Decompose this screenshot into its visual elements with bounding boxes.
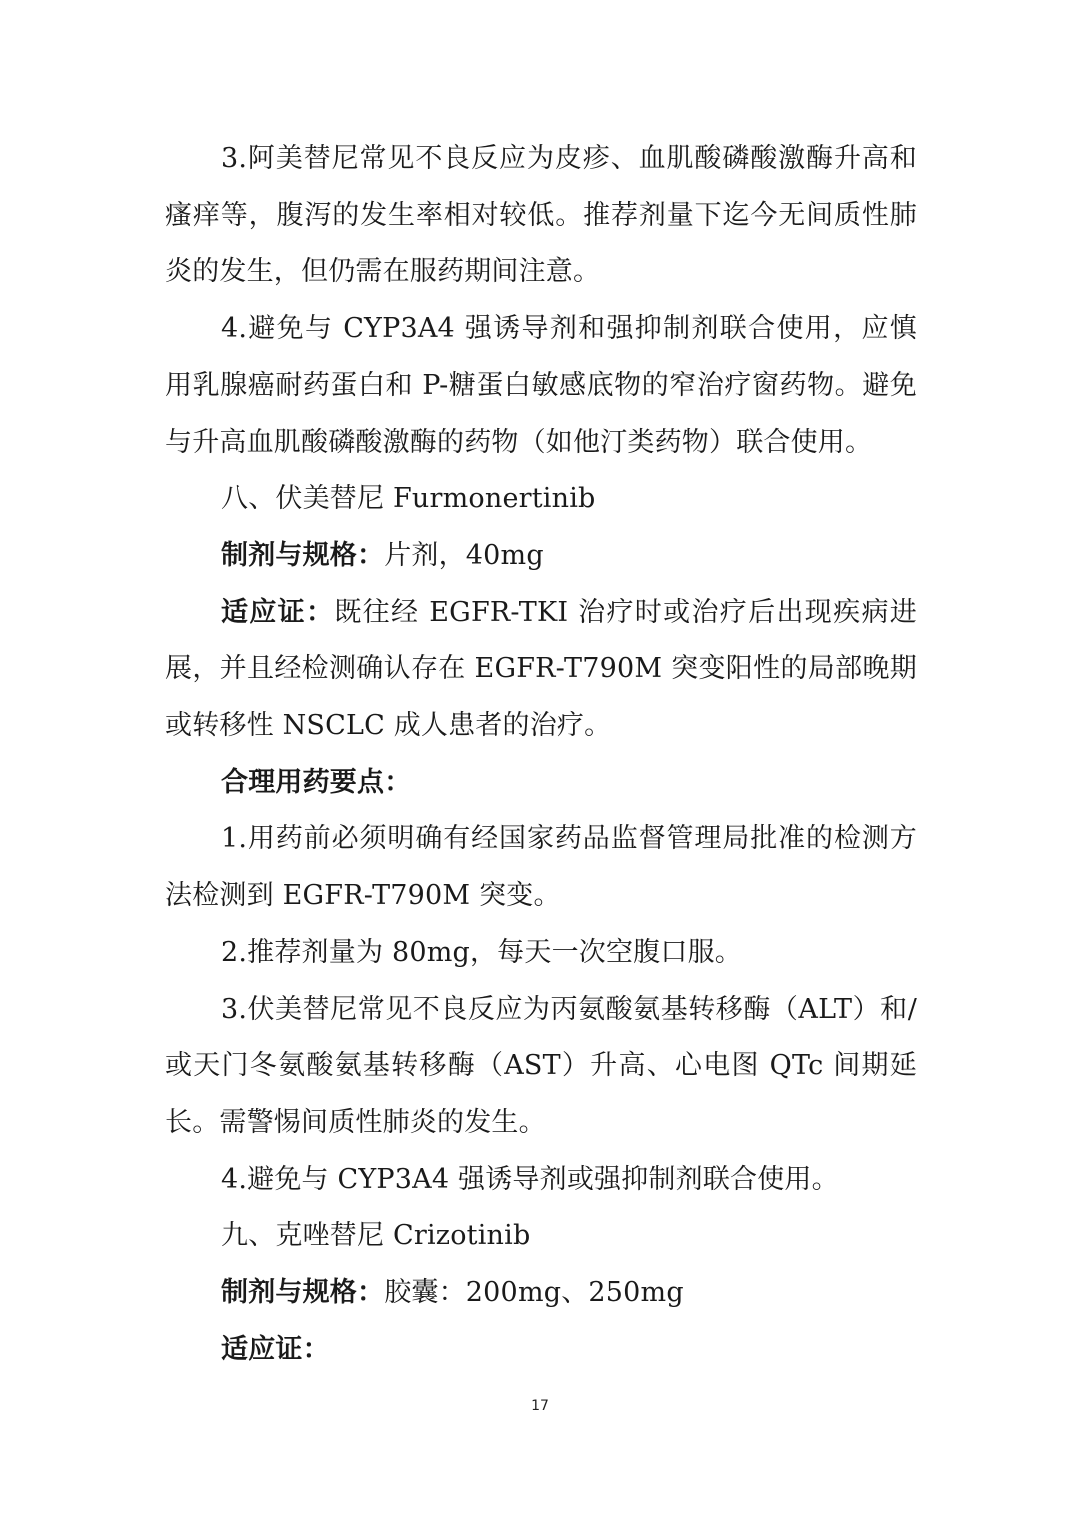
paragraph-furmonertinib-indication (165, 585, 917, 755)
paragraph-text: 4.避免与 CYP3A4 强诱导剂或强抑制剂联合使用。 (221, 1163, 839, 1195)
field-label: 合理用药要点： (221, 766, 412, 798)
paragraph-text: 3.伏美替尼常见不良反应为丙氨酸氨基转移酶（ALT）和/或天门冬氨酸氨基转移酶（AST）升高、心电图 QTc 间期延长。需警惕间质性肺炎的发生。 (165, 993, 917, 1138)
paragraph-furmonertinib-point-4 (165, 1152, 917, 1209)
paragraph-furmonertinib-point-3 (165, 982, 917, 1152)
paragraph-furmonertinib-formulation (165, 528, 917, 585)
paragraph-crizotinib-indication (165, 1322, 917, 1379)
heading-text: 九、克唑替尼 Crizotinib (221, 1220, 531, 1252)
field-value: 胶囊：200mg、250mg (384, 1277, 684, 1309)
paragraph-text: 2.推荐剂量为 80mg，每天一次空腹口服。 (221, 936, 742, 968)
paragraph-furmonertinib-point-2 (165, 925, 917, 982)
field-label: 制剂与规格： (221, 1277, 385, 1309)
field-value: 既往经 EGFR-TKI 治疗时或治疗后出现疾病进展，并且经检测确认存在 EGFR-T790M 突变阳性的局部晚期或转移性 NSCLC 成人患者的治疗。 (165, 596, 917, 742)
paragraph-rational-use-heading (165, 755, 917, 812)
page-number: 17 (531, 1398, 549, 1414)
paragraph-furmonertinib-point-1 (165, 811, 917, 924)
paragraph-text: 3.阿美替尼常见不良反应为皮疹、血肌酸磷酸激酶升高和瘙痒等，腹泻的发生率相对较低。推荐剂量下迄今无间质性肺炎的发生，但仍需在服药期间注意。 (165, 143, 917, 288)
paragraph-text: 1.用药前必须明确有经国家药品监督管理局批准的检测方法检测到 EGFR-T790M 突变。 (165, 823, 917, 912)
paragraph-crizotinib-formulation (165, 1265, 917, 1322)
paragraph-almonertinib-adverse-reactions (165, 131, 917, 301)
document-body (165, 131, 917, 1378)
paragraph-text: 4.避免与 CYP3A4 强诱导剂和强抑制剂联合使用，应慎用乳腺癌耐药蛋白和 P-糖蛋白敏感底物的窄治疗窗药物。避免与升高血肌酸磷酸激酶的药物（如他汀类药物）联合使用。 (165, 313, 917, 458)
section-heading-crizotinib (165, 1208, 917, 1265)
section-heading-furmonertinib (165, 471, 917, 528)
field-label: 适应证： (221, 596, 335, 628)
paragraph-almonertinib-interactions (165, 301, 917, 471)
field-label: 制剂与规格： (221, 539, 385, 571)
heading-text: 八、伏美替尼 Furmonertinib (221, 483, 596, 515)
field-value: 片剂，40mg (384, 539, 544, 571)
field-label: 适应证： (221, 1333, 330, 1365)
